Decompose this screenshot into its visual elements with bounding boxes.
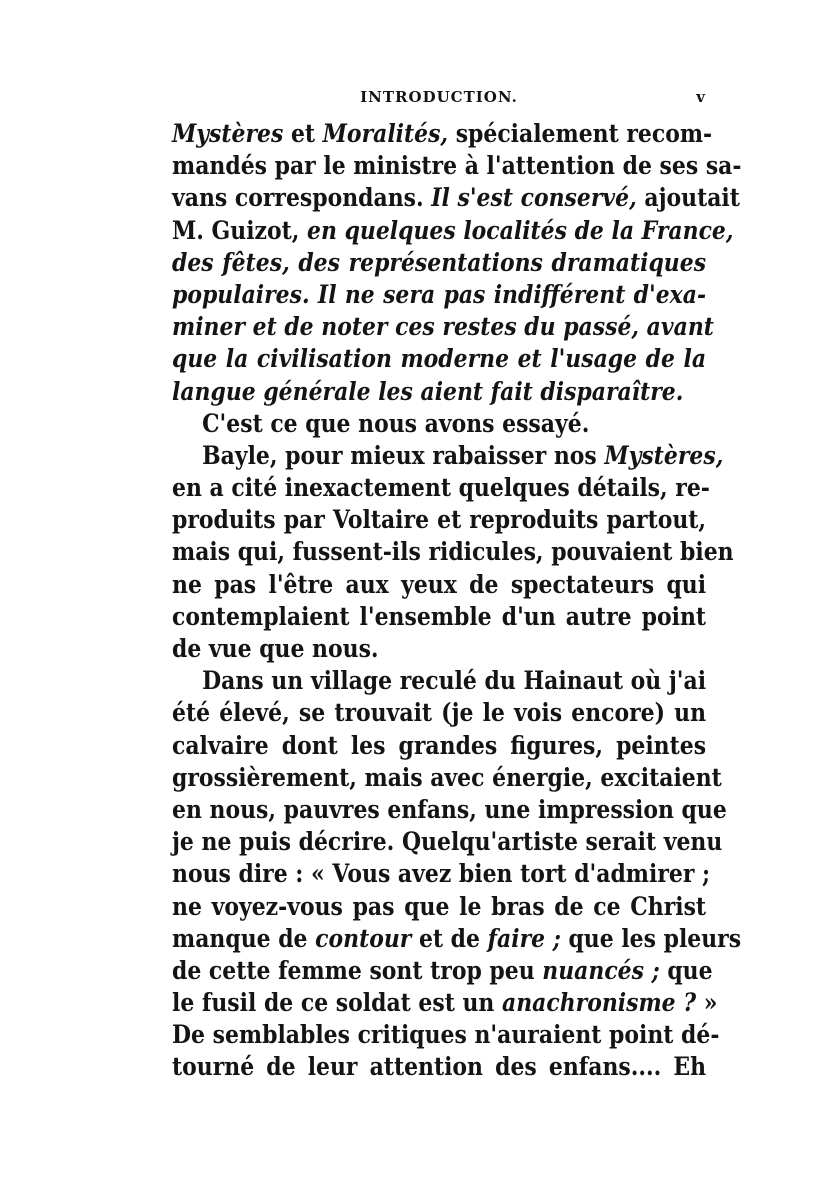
text-line: grossièrement, mais avec énergie, excitaient bbox=[172, 762, 722, 793]
text-line: en nous, pauvres enfans, une impression que bbox=[172, 794, 727, 825]
text-line: nous dire : « Vous avez bien tort d'admirer ; bbox=[172, 859, 711, 890]
text-line: de vue que nous. bbox=[172, 634, 379, 664]
text-line: calvaire dont les grandes figures, peintes bbox=[172, 730, 707, 761]
running-head bbox=[172, 88, 706, 112]
text-line: vans correspondans. Il s'est conservé, ajoutait bbox=[172, 183, 740, 214]
text-line: Mystères et Moralités, spécialement recom- bbox=[172, 119, 713, 149]
text-line: le fusil de ce soldat est un anachronisme ? » bbox=[172, 988, 718, 1019]
text-line: contemplaient l'ensemble d'un autre point bbox=[172, 601, 707, 632]
text-line: des fêtes, des représentations dramatiques bbox=[172, 247, 707, 278]
text-line: ne pas l'être aux yeux de spectateurs qui bbox=[172, 569, 707, 600]
text-line: je ne puis décrire. Quelqu'artiste serait venu bbox=[172, 827, 723, 858]
text-line: produits par Voltaire et reproduits partout, bbox=[172, 505, 707, 536]
text-line: C'est ce que nous avons essayé. bbox=[202, 408, 590, 439]
text-line: tourné de leur attention des enfans.... Eh bbox=[172, 1052, 707, 1083]
text-line: de cette femme sont trop peu nuancés ; que bbox=[172, 955, 713, 986]
page-number: v bbox=[696, 88, 706, 106]
running-title: INTRODUCTION. bbox=[360, 88, 518, 106]
text-line: M. Guizot, en quelques localités de la France, bbox=[172, 215, 734, 246]
text-line: langue générale les aient fait disparaître. bbox=[172, 376, 684, 407]
text-line: De semblables critiques n'auraient point dé- bbox=[172, 1020, 720, 1051]
text-line: que la civilisation moderne et l'usage de la bbox=[172, 344, 707, 375]
text-line: miner et de noter ces restes du passé, avant bbox=[172, 312, 714, 343]
text-line: mais qui, fussent-ils ridicules, pouvaient bien bbox=[172, 537, 734, 568]
text-line: Dans un village reculé du Hainaut où j'ai bbox=[202, 666, 707, 697]
text-line: manque de contour et de faire ; que les pleurs bbox=[172, 923, 742, 954]
text-line: Bayle, pour mieux rabaisser nos Mystères, bbox=[202, 440, 724, 471]
text-line: ne voyez-vous pas que le bras de ce Christ bbox=[172, 891, 707, 922]
text-line: en a cité inexactement quelques détails, re- bbox=[172, 473, 710, 504]
text-line: été élevé, se trouvait (je le vois encore) un bbox=[172, 698, 707, 729]
text-line: mandés par le ministre à l'attention de ses sa- bbox=[172, 151, 742, 182]
body-text bbox=[172, 118, 742, 1084]
text-line: populaires. Il ne sera pas indifférent d'exa- bbox=[172, 279, 707, 310]
